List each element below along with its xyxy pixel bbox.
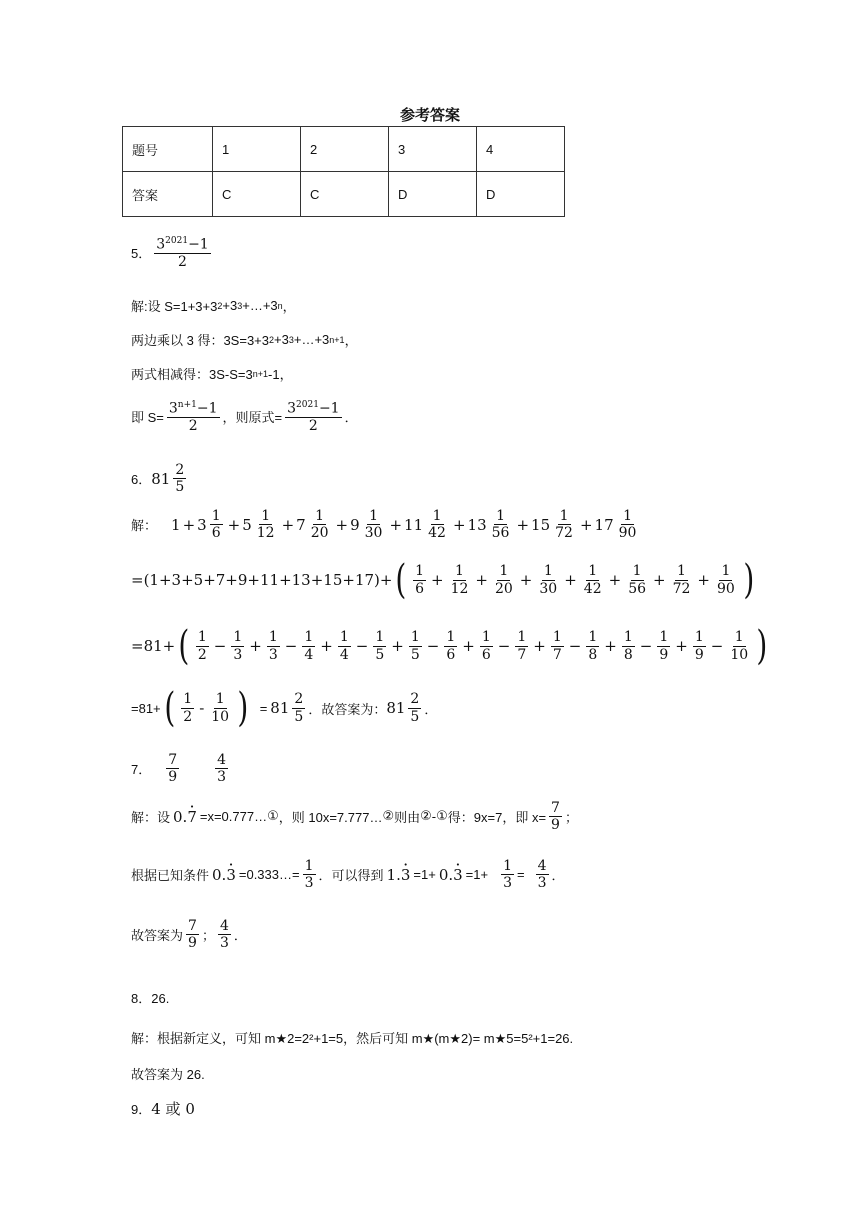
q7-answer: 7． $\frac{7}{9}$ $\frac{4}{3}$ (131, 752, 227, 786)
fraction: $\frac{1}{72}$ (672, 563, 691, 597)
fraction: $\frac{1}{56}$ (628, 563, 647, 597)
q7-step3: 故答案为 $\frac{7}{9}$ ； $\frac{4}{3}$ ． (131, 918, 247, 952)
fraction: $\frac{1}{30}$ (539, 563, 558, 597)
q5-answer: 5． $\frac{3^{2021}-1}{2}$ (131, 236, 209, 270)
table-cell: 题号 (123, 127, 213, 172)
q6-step2: =(1+3+5+7+9+11+13+15+17)+ ( $\frac{1}{6}$ + $\frac{1}{12}$ + $\frac{1}{20}$ + $\frac{1}{30}$ + $\frac{1}{42}$ + $\frac{1}{56}$ + $\frac{1}{72}$ + $\frac{1}{90}$ ) (131, 557, 755, 603)
table-cell: D (389, 172, 477, 217)
table-cell: 3 (389, 127, 477, 172)
q5-step4: 即 S= $\frac{3^{n+1}-1}{2}$ ，则原式= $\frac{3^{2021}-1}{2}$ ． (131, 400, 358, 434)
fraction: $\frac{1}{3}$ (233, 629, 243, 663)
fraction: $\frac{1}{90}$ (717, 563, 735, 597)
q7-step2: 根据已知条件 0. · 3 =0.333…= $\frac{1}{3}$ ．可以得到 1. · 3 =1+ 0. · 3 =1+ $\frac{1}{3}$ = $\frac{4}{3}$ ． (131, 858, 565, 891)
table-row (123, 172, 565, 217)
fraction: $\frac{1}{5}$ (375, 629, 385, 663)
q6-answer: 6． 81 $\frac{2}{5}$ (131, 462, 185, 496)
table-cell: 4 (477, 127, 565, 172)
fraction: $\frac{1}{9}$ (694, 629, 704, 663)
q8-step1: 解：根据新定义，可知 m★2=2²+1=5，然后可知 m★(m★2)= m★5=5²+1=26. (131, 1031, 574, 1046)
fraction: $\frac{1}{20}$ (494, 563, 513, 597)
fraction: $\frac{1}{5}$ (410, 629, 420, 663)
q6-step3: =81+ ( $\frac{1}{2}$ − $\frac{1}{3}$ + $\frac{1}{3}$ − $\frac{1}{4}$ + $\frac{1}{4}$ − $\frac{1}{5}$ + $\frac{1}{5}$ − $\frac{1}{6}$ + $\frac{1}{6}$ − $\frac{1}{7}$ + $\frac{1}{7}$ − $\frac{1}{8}$ + $\frac{1}{8}$ − $\frac{1}{9}$ + $\frac{1}{9}$ − $\frac{1}{10}$ ) (131, 623, 768, 669)
answer-table (122, 126, 565, 217)
fraction: $\frac{1}{8}$ (588, 629, 598, 663)
q6-step4: =81+ ( $\frac{1}{2}$ - $\frac{1}{10}$ ) = 81 $\frac{2}{5}$ ．故答案为： 81 $\frac{2}{5}$ ． (131, 685, 438, 731)
fraction: $\frac{1}{9}$ (659, 629, 669, 663)
fraction: $\frac{3^{2021}-1}{2}$ (156, 236, 209, 270)
q6-expression: 解： 1 + 3 $\frac{1}{6}$ + 5 $\frac{1}{12}$ + 7 $\frac{1}{20}$ + 9 $\frac{1}{30}$ + 11 $\frac{1}{42}$ + 13 $\frac{1}{56}$ + 15 $\frac{1}{72}$ + 17 $\frac{1}{90}$ (131, 508, 637, 542)
fraction: $\frac{1}{4}$ (339, 629, 349, 663)
q5-step2: 两边乘以 3 得：3S=3+3 2 +3 3 +…+3 n+1 ， (131, 332, 358, 348)
fraction: $\frac{1}{8}$ (623, 629, 633, 663)
q9-answer: 9． 4 或 0 (131, 1100, 195, 1118)
table-cell: D (477, 172, 565, 217)
q8-step2: 故答案为 26. (131, 1067, 205, 1082)
table-cell: C (213, 172, 301, 217)
fraction: $\frac{1}{6}$ (481, 629, 491, 663)
q7-step1: 解：设 0. · 7 =x=0.777… ① ，则 10x=7.777… ② 则由 ② - ① 得：9x=7，即 x= $\frac{7}{9}$ ； (131, 800, 578, 833)
q5-step1: 解:设 S=1+3+3 2 +3 3 +…+3 n ， (131, 298, 296, 314)
fraction: $\frac{1}{3}$ (268, 629, 278, 663)
q5-step3: 两式相减得：3S-S=3 n+1 -1， (131, 367, 293, 382)
fraction: $\frac{1}{2}$ (197, 629, 207, 663)
table-cell: 2 (301, 127, 389, 172)
fraction: $\frac{1}{4}$ (304, 629, 314, 663)
page-title: 参考答案 (399, 106, 460, 124)
fraction: $\frac{1}{10}$ (730, 629, 749, 663)
table-cell: C (301, 172, 389, 217)
table-cell: 答案 (123, 172, 213, 217)
fraction: $\frac{1}{6}$ (446, 629, 456, 663)
fraction: $\frac{1}{12}$ (450, 563, 469, 597)
fraction: $\frac{1}{7}$ (517, 629, 527, 663)
q8-answer: 8．26. (131, 991, 170, 1006)
table-row (123, 127, 565, 172)
table-cell: 1 (213, 127, 301, 172)
fraction: $\frac{1}{7}$ (552, 629, 562, 663)
fraction: $\frac{1}{42}$ (583, 563, 602, 597)
fraction: $\frac{1}{6}$ (415, 563, 424, 597)
